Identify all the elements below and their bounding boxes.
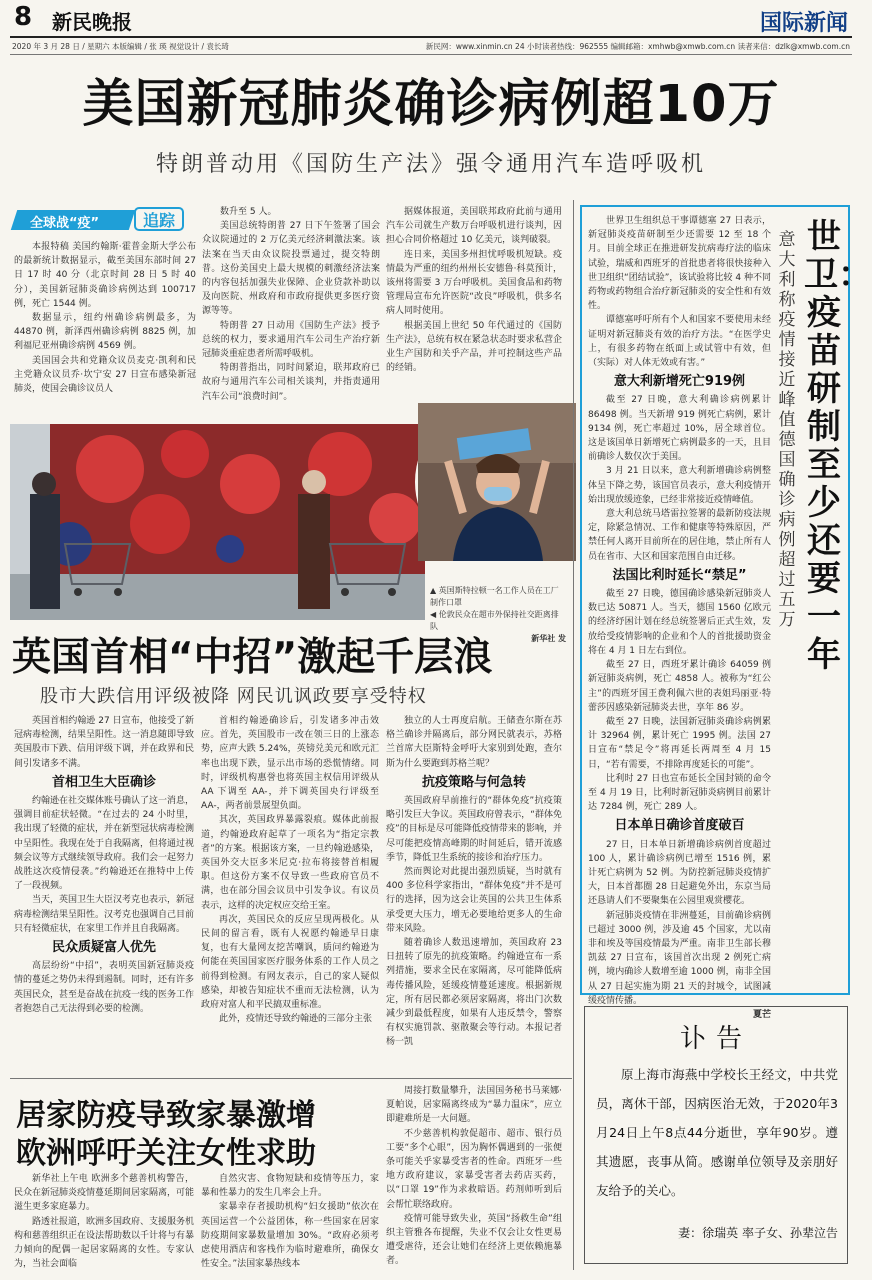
who-byline: 夏芒: [752, 1009, 771, 1020]
masthead-info-right: 新民网：www.xinmin.cn 24 小时读者热线：962555 编辑邮箱：xmhwb@xmwb.com.cn 读者来信：dzlk@xmwb.com.cn: [425, 42, 850, 51]
masthead-info-left: 2020 年 3 月 28 日 / 星期六 本版编辑 / 张 瑛 视觉设计 / 袁长琦: [12, 42, 229, 51]
photo-caption-right: ▲ 英国斯特拉顿一名工作人员在工厂制作口罩 ◀ 伦敦民众在超市外保持社交距离排队 新华社 发: [430, 586, 566, 643]
lead-subhead: 特朗普动用《国防生产法》强令通用汽车造呼吸机: [155, 152, 706, 177]
europe-column-3: 周接打数量攀升，法国国务秘书马莱娜·夏帕说，居家隔离终成为“暴力温床”，应立即避难所是一大问题。 不少慈善机构敦促超市、超市、银行员工要“多个心眼”，因为胸怀偶遇到的一张便条可能关乎家暴受害者的性命。西班牙一些地方政府建议，家暴受害者去药店买药，以“口罩 19”作为求救暗语。药剂师听到后会帮忙联络政府。 疫情可能导致失业，英国“扬救生命”组织主管雅各布提醒，失业不仅会让女性更易遭受虐待，还会让她们在经济上更依赖施暴者。: [386, 1086, 562, 1267]
who-column: 世界卫生组织总干事谭德塞 27 日表示，新冠肺炎疫苗研制至少还需要 12 至 18 个月。目前全球正在推进研发抗病毒疗法的临床试验，瑞威和西班牙的首批患者将很快接种入世卫组织“团结试验”，该试验将比较 4 种不同药物或药物组合治疗新冠肺炎的安全性和有效性。 谭德塞呼吁所有个人和国家不要使用未经证明对新冠肺炎有效的治疗方法。“在医学史上，有很多药物在纸面上或试管中有效，但（实际）对人体无效或有害。” 意大利新增死亡919例 截至 27 日晚，意大利确诊病例累计 86498 例。当天新增 919 例死亡病例，累计 9134 例，死亡率超过 10%，居全球首位。这是该国单日新增死亡病例最多的一天，且目前确诊人数仅次于美国。 3 月 21 日以来，意大利新增确诊病例整体呈下降之势，该国官员表示，意大利疫情开始出现放缓迹象，已经非常接近疫情峰值。 意大利总统马塔雷拉签署的最新防疫法规定，除紧急情况、工作和健康等特殊原因，严禁任何人离开目前所在的居住地，禁止所有人员在省市、大区和国家范围自由迁移。 法国比利时延长“禁足” 截至 27 日晚，德国确诊感染新冠肺炎人数已达 50871 人。当天，德国 1560 亿欧元的经济纾困计划在经总统签署后正式生效，发放给受疫情影响的企业和个人的首批援助资金将在 4 月 1 日左右到位。 截至 27 日，西班牙累计确诊 64059 例新冠肺炎病例，死亡 4858 人。被称为“红公主”的西班牙国王费利佩六世的表姐玛丽亚·特蕾莎因感染新冠肺炎去世，享年 86 岁。 截至 27 日晚，法国新冠肺炎确诊病例累计 32964 例，累计死亡 1995 例。法国 27 日宣布“禁足令”将再延长两周至 4 月 15 日，“若有需要，不排除再度延长的可能”。 比利时 27 日也宣布延长全国封锁的命令至 4 月 19 日，比利时新冠肺炎病例目前累计达 7284 例，死亡 289 人。 日本单日确诊首度破百 27 日，日本单日新增确诊病例首度超过 100 人，累计确诊病例已增至 1516 例，累计死亡病例为 52 例。为防控新冠肺炎疫情扩大，日本首都圈 28 日起避免外出，东京当局还恳请人们不要聚集在公园里观赏樱花。 新冠肺炎疫情在非洲蔓延，目前确诊病例已超过 3000 例，涉及逾 45 个国家，尤以南非和埃及等国疫情最为严重。南非卫生部长穆凯兹 27 日宣布，该国首次出现 2 例死亡病例，境内确诊人数增至逾 1000 例，南非全国从 27 日起实施为期 21 天的封城令，试图减缓疫情传播。 夏芒: [588, 214, 771, 992]
uk-subhead: 股市大跌信用评级被降 网民讥讽政要享受特权: [40, 686, 427, 707]
obituary-title: 讣告: [679, 1024, 752, 1054]
section-title: 国际新闻: [759, 11, 848, 36]
uk-headline: 英国首相“中招”激起千层浪: [12, 635, 493, 680]
uk-sub-heading-3: 抗疫策略与何急转: [421, 774, 526, 790]
lead-headline: 美国新冠肺炎确诊病例超10万: [82, 75, 780, 134]
supermarket-photo-drawing: [10, 424, 425, 620]
lead-column-1: 本报特稿 美国约翰斯·霍普金斯大学公布的最新统计数据显示，截至美国东部时间 27 日 17 时 40 分（北京时间 28 日 5 时 40 分），美国新冠肺炎确诊病例达到 100717 例，死亡 1544 例。 数据显示，纽约州确诊病例最多，为 44870 例，新泽西州确诊病例 8825 例，加利福尼亚州确诊病例 4569 例。 美国国会共和党籍众议员麦克·凯利和民主党籍众议员乔·坎宁安 27 日宣布感染新冠肺炎，使国会确诊议员人: [14, 242, 196, 395]
photo-factory: [415, 400, 579, 564]
badge-label: 全球战“疫”: [30, 216, 100, 231]
who-subhead: 意大利称疫情接近峰值 德国确诊病例超过五万: [778, 230, 796, 630]
paper-name: 新民晚报: [52, 10, 132, 34]
uk-sub-heading-1: 首相卫生大臣确诊: [51, 774, 156, 790]
who-sub-italy: 意大利新增死亡919例: [613, 374, 746, 390]
who-headline: 世卫：疫苗研制至少还要一年: [804, 217, 872, 675]
factory-photo-drawing: [418, 403, 576, 561]
uk-column-1: 英国首相约翰逊 27 日宣布，他接受了新冠病毒检测，结果呈阳性。这一消息随即导致英国股市下跌、信用评级下调，并在政界和民间引发诸多不满。 首相卫生大臣确诊 约翰逊在社交媒体账号确认了这一消息，强调目前症状轻微。“在过去的 24 小时里，我出现了轻微的症状，并在新型冠状病毒检测中呈阳性。我现在处于自我隔离，但将通过视频会议等方式继续领导政府。我们会一起努力战胜这次疫情侵袭。”约翰逊还在推特中上传了一段视频。 当天，英国卫生大臣汉考克也表示，新冠病毒检测结果呈阳性。汉考克也强调自己目前只有轻微症状，在家里工作并且自我隔离。 民众质疑富人优先 高层纷纷“中招”，表明英国新冠肺炎疫情的蔓延之势仍未得到遏制。同时，还有许多英国民众，甚至是奋战在抗疫一线的医务工作者抱怨自己无法得到必要的检测。: [14, 716, 195, 1014]
photo-credit: 新华社 发: [531, 634, 566, 643]
who-sub-japan: 日本单日确诊首度破百: [614, 818, 745, 834]
badge-track: 追踪: [134, 207, 184, 231]
lead-column-3: 据媒体报道，美国联邦政府此前与通用汽车公司就生产数万台呼吸机进行谈判，因担心合同价格超过 10 亿美元，谈判破裂。 连日来，美国多州担忧呼吸机短缺。疫情最为严重的纽约州州长安德鲁·科莫预计，该州将需要 3 万台呼吸机。美国食品和药物管理局宣布允许医院“改良”呼吸机，供多名病人同时使用。 根据美国上世纪 50 年代通过的《国防生产法》，总统有权在紧急状态时要求私营企业生产国防和关乎产品，并可控制这些产品的经销。: [386, 207, 562, 374]
uk-column-2: 首相约翰逊确诊后，引发诸多冲击效应。首先，英国股市一改在领三日的上涨态势，应声大跌 5.24%，英镑兑美元和欧元汇率也出现下跌，显示出市场的恐慌情绪。同时，评级机构惠誉也将英国主权信用评级从 AA 下调至 AA-，并下调英国央行评级至 AA-，两者前景展望负面。 其次，英国政界暴露裂痕。媒体此前报道，约翰逊政府起草了一项名为“指定宗教者”的方案。根据该方案，一旦约翰逊感染，英国外交大臣多米尼克·拉布将接替首相履职。但这份方案不仅导致一些政府官员不满，也在部分国会议员中引发争议。有议员表示，这样的决定权应交给王室。 再次，英国民众的反应呈现两极化。从民间的留言看，既有人祝愿约翰逊早日康复，也有大量网友挖苦嘲讽，质问约翰逊为何能在英国国家医疗服务体系的工作人员之前得到检测。有网友表示，自己的家人疑似感染，却被告知症状不重而无法检测，认为政府对富人和平民搞双重标准。 此外，疫情还导致约翰逊的三部分主张: [201, 716, 379, 1025]
lead-column-2: 数升至 5 人。 美国总统特朗普 27 日下午签署了国会众议院通过的 2 万亿美元经济刺激法案。该法案在当天由众议院投票通过，提交特朗普。这份美国史上最大规模的刺激经济法案的内容包括加强失业保障、企业贷款补助以及向医院、州政府和市政府提供更多医疗资源等等。 特朗普 27 日动用《国防生产法》授予总统的权力，要求通用汽车公司生产治疗新冠肺炎重症患者所需呼吸机。 特朗普指出，同时间紧迫，联邦政府已故府与通用汽车公司相关谈判，并指责通用汽车公司“浪费时间”。: [202, 207, 380, 402]
tracker-badge: [14, 205, 186, 233]
europe-column-1: 新华社上午电 欧洲多个慈善机构警告，民众在新冠肺炎疫情蔓延期间居家隔离，可能滋生更多家庭暴力。 路透社报道，欧洲多国政府、支援服务机构和慈善组织正在设法帮助数以千计将与有暴力倾向的配偶一起居家隔离的女性。专家认为，当社会面临: [14, 1174, 195, 1270]
obituary-signature: 妻：徐瑞英 率子女、孙辈泣告: [678, 1226, 838, 1240]
europe-headline-1: 居家防疫导致家暴激增: [16, 1098, 316, 1133]
europe-column-2: 自然灾害、食物短缺和疫情等压力，家暴和性暴力的发生几率会上升。 家暴幸存者援助机构“妇女援助”依次在英国运营一个公益团体，称一些国家在居家防疫期间家暴数量增加 30%。“政府必须考虑使用酒店和客栈作为临时避难所，确保女性安全。”法国家暴热线本: [201, 1174, 379, 1270]
photo-supermarket: [10, 424, 425, 620]
page-number: 8: [14, 2, 33, 32]
obituary-body: 原上海市海燕中学校长王经文，中共党员，离休干部，因病医治无效，于2020年3月24日上午8点44分逝世，享年90岁。遵其遗愿，丧事从简。感谢单位领导及亲朋好友给予的关心。: [596, 1067, 838, 1198]
europe-headline-2: 欧洲呼吁关注女性求助: [16, 1136, 316, 1171]
who-sub-france: 法国比利时延长“禁足”: [612, 567, 747, 583]
uk-sub-heading-2: 民众质疑富人优先: [51, 940, 156, 956]
uk-column-3: 独立的人士再度启航。王储查尔斯在苏格兰确诊并隔离后，部分网民就表示，苏格兰首席大臣斯特金呼吁大家别到处跑，查尔斯为什么要跑到苏格兰呢？ 抗疫策略与何急转 英国政府早前推行的“群体免疫”抗疫策略引发巨大争议。英国政府曾表示，“群体免疫”的目标是尽可能降低疫情带来的影响，并尽可能把疫情高峰期的时间延后，错开流感季节，降低卫生系统的接诊和治疗压力。 然而舆论对此提出强烈质疑，当时就有 400 多位科学家指出，“群体免疫”并不是可行的选择，因为这会让英国的公共卫生体系承受更大压力，增无必要地给更多人的生命带来风险。 随着确诊人数迅速增加，英国政府 23 日扭转了原先的抗疫策略。约翰逊宣布一系列措施，要求全民在家隔离，尽可能降低病毒传播风险，延缓疫情蔓延速度。根据新规定，所有居民都必须居家隔离，将出门次数减少到最低程度，如果有人违反禁令，警察有权实施罚款、驱散聚会等行动。本报记者 杨一凯: [386, 716, 562, 1048]
